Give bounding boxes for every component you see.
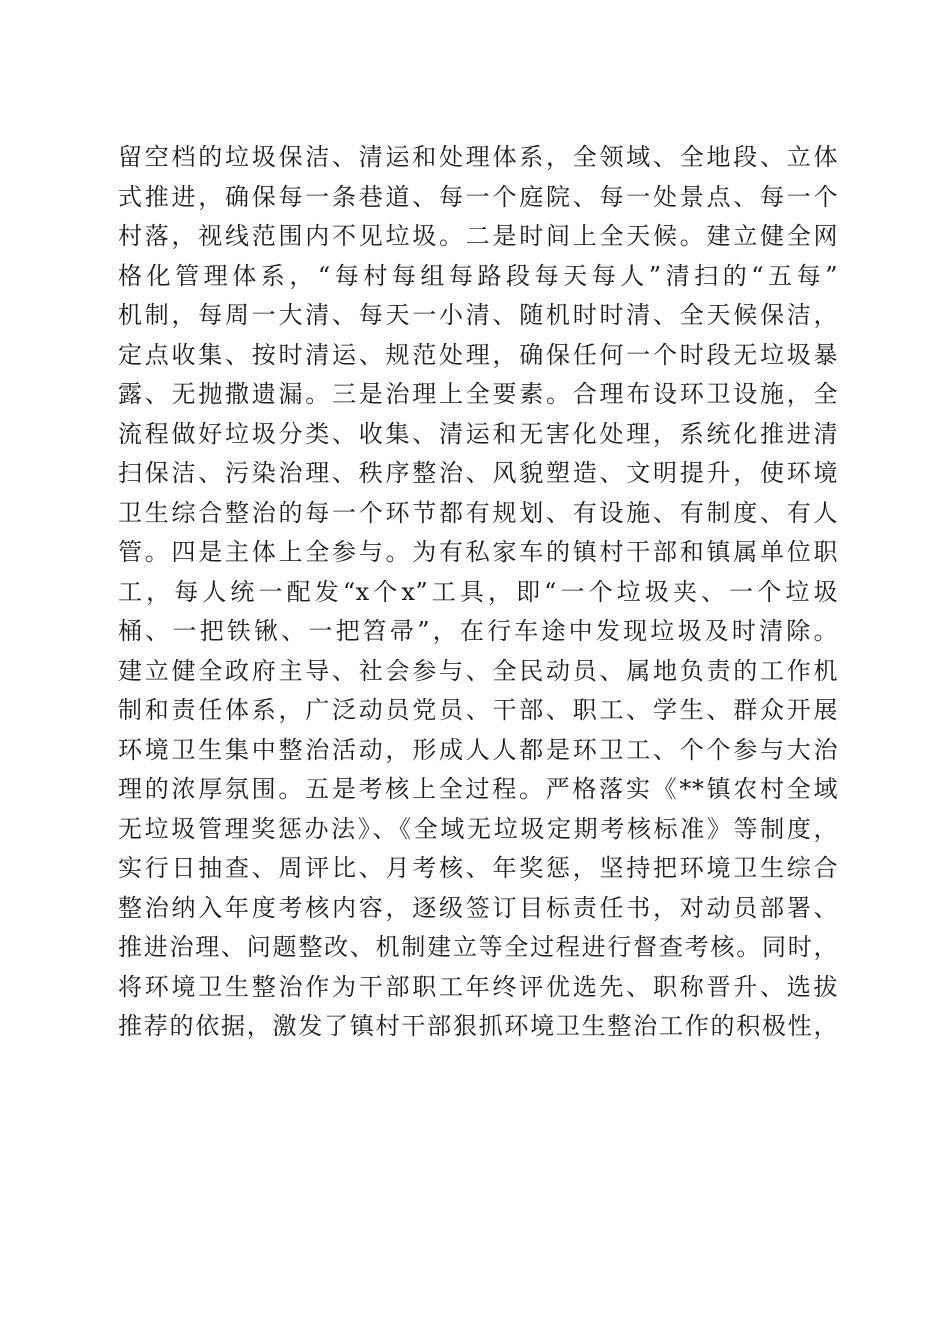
text-line: 无垃圾管理奖惩办法》、《全域无垃圾定期考核标准》等制度， bbox=[118, 814, 838, 843]
text-line: 式推进，确保每一条巷道、每一个庭院、每一处景点、每一个 bbox=[118, 182, 838, 211]
text-line: 推进治理、问题整改、机制建立等全过程进行督查考核。同时， bbox=[118, 933, 838, 961]
text-line: 实行日抽查、周评比、月考核、年奖惩，坚持把环境卫生综合 bbox=[118, 854, 838, 882]
text-line: 定点收集、按时清运、规范处理，确保任何一个时段无垃圾暴 bbox=[118, 340, 838, 369]
text-line: 村落，视线范围内不见垃圾。二是时间上全天候。建立健全网 bbox=[118, 222, 838, 250]
text-line: 流程做好垃圾分类、收集、清运和无害化处理，系统化推进清 bbox=[118, 419, 838, 448]
text-line: 环境卫生集中整治活动，形成人人都是环卫工、个个参与大治 bbox=[118, 735, 838, 764]
text-line: 推荐的依据，激发了镇村干部狠抓环境卫生整治工作的积极性， bbox=[118, 1012, 838, 1040]
text-line: 制和责任体系，广泛动员党员、干部、职工、学生、群众开展 bbox=[118, 696, 838, 724]
text-line: 建立健全政府主导、社会参与、全民动员、属地负责的工作机 bbox=[118, 656, 838, 685]
text-line: 整治纳入年度考核内容，逐级签订目标责任书，对动员部署、 bbox=[118, 893, 838, 922]
text-line: 扫保洁、污染治理、秩序整治、风貌塑造、文明提升，使环境 bbox=[118, 459, 838, 487]
text-line: 理的浓厚氛围。五是考核上全过程。严格落实《**镇农村全域 bbox=[118, 775, 838, 803]
text-line: 格化管理体系，“每村每组每路段每天每人”清扫的“五每” bbox=[118, 261, 838, 290]
text-line: 桶、一把铁锹、一把笤帚”，在行车途中发现垃圾及时清除。 bbox=[118, 617, 838, 645]
text-line: 管。四是主体上全参与。为有私家车的镇村干部和镇属单位职 bbox=[118, 538, 838, 566]
text-line: 将环境卫生整治作为干部职工年终评优选先、职称晋升、选拔 bbox=[118, 972, 838, 1001]
text-line: 卫生综合整治的每一个环节都有规划、有设施、有制度、有人 bbox=[118, 498, 838, 527]
body-text bbox=[118, 138, 838, 1047]
text-line: 工，每人统一配发“x个x”工具，即“一个垃圾夹、一个垃圾 bbox=[118, 577, 838, 606]
text-line: 机制，每周一大清、每天一小清、随机时时清、全天候保洁， bbox=[118, 301, 838, 329]
text-line: 留空档的垃圾保洁、清运和处理体系，全领域、全地段、立体 bbox=[118, 143, 838, 171]
text-line: 露、无抛撒遗漏。三是治理上全要素。合理布设环卫设施，全 bbox=[118, 380, 838, 408]
